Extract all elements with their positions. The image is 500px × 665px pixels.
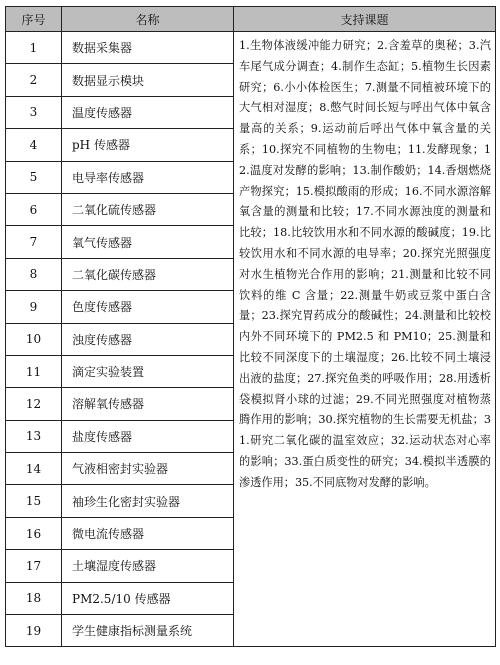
row-number: 5 (6, 161, 62, 193)
sensor-name: 溶解氧传感器 (62, 388, 234, 420)
supported-topics: 1.生物体液缓冲能力研究；2.含羞草的奥秘；3.汽车尾气成分调查；4.制作生态缸；5.植物生长因素研究；6.小小体检医生；7.测量不同植被环境下的大气相对湿度；8.憋气时间长短与呼出气体中氧含量高的关系；9.运动前后呼出气体中氧含量的关系；10.探究不同植物的生物电；11.发酵现象；12.温度对发酵的影响；13.制作酸奶；14.香烟燃烧产物探究；15.模拟酸雨的形成；16.不同水源溶解氧含量的测量和比较；17.不同水源浊度的测量和比较；18.比较饮用水和不同水源的酸碱度；19.比较饮用水和不同水源的电导率；20.探究光照强度对水生植物光合作用的影响；21.测量和比较不同饮料的维 C 含量；22.测量牛奶或豆浆中蛋白含量；23.探究胃药成分的酸碱性；24.测量和比较校内外不同环境下的 PM2.5 和 PM10；25.测量和比较不同深度下的土壤湿度；26.比较不同土壤浸出液的盐度；27.探究鱼类的呼吸作用；28.用透析袋模拟肾小球的过滤；29.不同光照强度对植物蒸腾作用的影响；30.探究植物的生长需要无机盐；31.研究二氧化碳的温室效应；32.运动状态对心率的影响；33.蛋白质变性的研究；34.模拟半透膜的渗透作用；35.不同底物对发酵的影响。 (234, 32, 496, 647)
row-number: 13 (6, 420, 62, 452)
table-body (6, 32, 496, 647)
row-number: 18 (6, 582, 62, 614)
sensor-name: 二氧化碳传感器 (62, 258, 234, 290)
sensor-name: 袖珍生化密封实验器 (62, 485, 234, 517)
row-number: 1 (6, 32, 62, 64)
sensor-name: 电导率传感器 (62, 161, 234, 193)
sensor-name: 气液相密封实验器 (62, 453, 234, 485)
row-number: 4 (6, 129, 62, 161)
sensor-name: 温度传感器 (62, 96, 234, 128)
sensor-name: 微电流传感器 (62, 517, 234, 549)
row-number: 19 (6, 615, 62, 647)
row-number: 17 (6, 550, 62, 582)
table-row (6, 32, 496, 64)
row-number: 8 (6, 258, 62, 290)
row-number: 7 (6, 226, 62, 258)
sensor-name: 数据显示模块 (62, 64, 234, 96)
sensor-name: 数据采集器 (62, 32, 234, 64)
row-number: 12 (6, 388, 62, 420)
row-number: 3 (6, 96, 62, 128)
row-number: 15 (6, 485, 62, 517)
header-num: 序号 (6, 7, 62, 32)
row-number: 9 (6, 291, 62, 323)
sensor-name: 土壤湿度传感器 (62, 550, 234, 582)
row-number: 16 (6, 517, 62, 549)
sensor-name: 盐度传感器 (62, 420, 234, 452)
row-number: 11 (6, 355, 62, 387)
sensor-name: 滴定实验装置 (62, 355, 234, 387)
header-row (6, 7, 496, 32)
row-number: 14 (6, 453, 62, 485)
row-number: 6 (6, 193, 62, 225)
sensor-name: 浊度传感器 (62, 323, 234, 355)
row-number: 10 (6, 323, 62, 355)
header-name: 名称 (62, 7, 234, 32)
sensor-name: 氧气传感器 (62, 226, 234, 258)
equipment-table (5, 6, 496, 647)
row-number: 2 (6, 64, 62, 96)
header-topics: 支持课题 (234, 7, 496, 32)
sensor-name: 学生健康指标测量系统 (62, 615, 234, 647)
sensor-name: PM2.5/10 传感器 (62, 582, 234, 614)
sensor-name: pH 传感器 (62, 129, 234, 161)
sensor-name: 色度传感器 (62, 291, 234, 323)
sensor-name: 二氧化硫传感器 (62, 193, 234, 225)
